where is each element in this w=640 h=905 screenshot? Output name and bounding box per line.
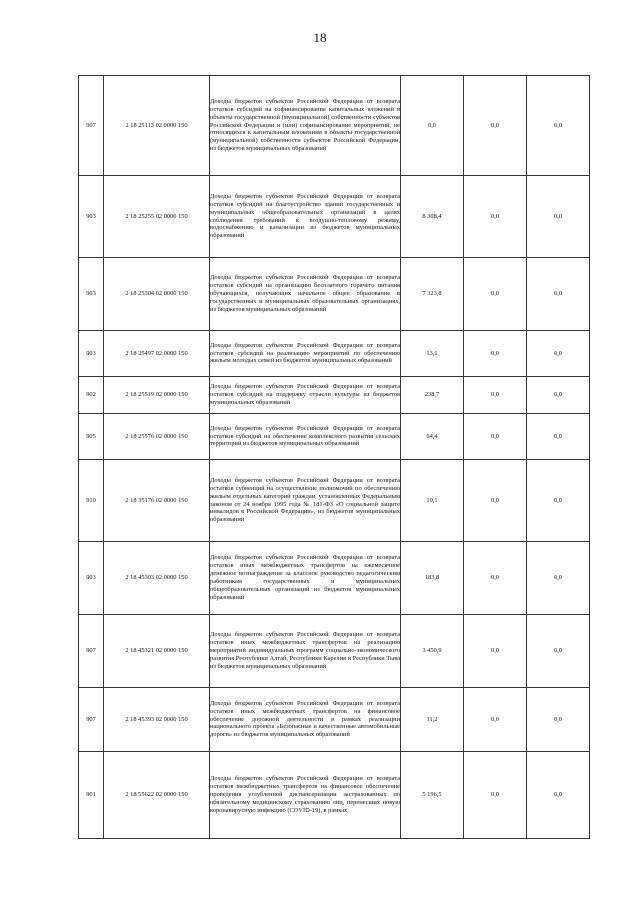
amount-year3-cell: 0,0	[527, 752, 590, 839]
amount-year1-cell: 0,0	[401, 76, 464, 176]
table-row	[79, 752, 590, 839]
admin-code-cell: 905	[79, 414, 104, 460]
revenue-description-cell: Доходы бюджетов субъектов Российской Федерации от возврата остатков субсидий на обеспечение комплексного развития сельских территорий из бюджетов муниципальных образований	[210, 414, 401, 460]
amount-year2-cell: 0,0	[464, 542, 527, 615]
table-row	[79, 258, 590, 331]
amount-year2-cell: 0,0	[464, 752, 527, 839]
amount-year1-cell: 5 196,5	[401, 752, 464, 839]
amount-year1-cell: 13,1	[401, 331, 464, 377]
table-row	[79, 414, 590, 460]
admin-code-cell: 903	[79, 258, 104, 331]
table-row	[79, 460, 590, 542]
amount-year2-cell: 0,0	[464, 258, 527, 331]
amount-year3-cell: 0,0	[527, 258, 590, 331]
budget-classification-code-cell: 2 18 55622 02 0000 150	[104, 752, 210, 839]
admin-code-cell: 903	[79, 542, 104, 615]
amount-year2-cell: 0,0	[464, 615, 527, 688]
revenue-description-cell: Доходы бюджетов субъектов Российской Федерации от возврата остатков иных межбюджетных трансфертов на финансовое обеспечение дорожной деятельности в рамках реализации национального проекта «Безопасные и качественные автомобильные дороги» из бюджетов муниципальных образований	[210, 688, 401, 752]
amount-year3-cell: 0,0	[527, 414, 590, 460]
budget-classification-code-cell: 2 18 25255 02 0000 150	[104, 176, 210, 258]
table-row	[79, 688, 590, 752]
budget-classification-code-cell: 2 18 25113 02 0000 150	[104, 76, 210, 176]
budget-classification-code-cell: 2 18 45393 02 0000 150	[104, 688, 210, 752]
amount-year3-cell: 0,0	[527, 76, 590, 176]
amount-year3-cell: 0,0	[527, 615, 590, 688]
table-row	[79, 76, 590, 176]
admin-code-cell: 903	[79, 331, 104, 377]
amount-year1-cell: 19,1	[401, 460, 464, 542]
amount-year1-cell: 64,4	[401, 414, 464, 460]
table-row	[79, 331, 590, 377]
budget-classification-code-cell: 2 18 25497 02 0000 150	[104, 331, 210, 377]
page-number: 18	[313, 30, 327, 45]
amount-year1-cell: 183,8	[401, 542, 464, 615]
revenue-description-cell: Доходы бюджетов субъектов Российской Федерации от возврата остатков субсидий на благоустройство зданий государственных и муниципальных общеобразовательных организаций в целях соблюдения требований к воздушно-тепловому режиму, водоснабжению и канализации из бюджетов муниципальных образований	[210, 176, 401, 258]
amount-year2-cell: 0,0	[464, 331, 527, 377]
admin-code-cell: 903	[79, 176, 104, 258]
amount-year3-cell: 0,0	[527, 377, 590, 414]
amount-year2-cell: 0,0	[464, 460, 527, 542]
revenue-description-cell: Доходы бюджетов субъектов Российской Федерации от возврата остатков иных межбюджетных трансфертов на ежемесячное денежное вознаграждение за классное руководство педагогическим работникам государственных и муниципальных общеобразовательных организаций из бюджетов муниципальных образований	[210, 542, 401, 615]
admin-code-cell: 902	[79, 377, 104, 414]
revenue-description-cell: Доходы бюджетов субъектов Российской Федерации от возврата остатков субсидий на софинансирование капитальных вложений в объекты государственной (муниципальной) собственности субъектов Российской Федерации и (или) софинансирование мероприятий, не относящихся к капитальным вложениям в объекты государственной (муниципальной) собственности субъектов Российской Федерации, из бюджетов муниципальных образований	[210, 76, 401, 176]
admin-code-cell: 901	[79, 752, 104, 839]
admin-code-cell: 910	[79, 460, 104, 542]
revenue-description-cell: Доходы бюджетов субъектов Российской Федерации от возврата остатков межбюджетных трансфертов на финансовое обеспечение проведения углубленной диспансеризации застрахованных по обязательному медицинскому страхованию лиц, перенесших новую коронавирусную инфекцию (COVID-19), в рамках	[210, 752, 401, 839]
amount-year1-cell: 238,7	[401, 377, 464, 414]
amount-year1-cell: 11,2	[401, 688, 464, 752]
amount-year2-cell: 0,0	[464, 76, 527, 176]
admin-code-cell: 907	[79, 76, 104, 176]
amount-year3-cell: 0,0	[527, 331, 590, 377]
amount-year1-cell: 3 450,9	[401, 615, 464, 688]
revenue-description-cell: Доходы бюджетов субъектов Российской Федерации от возврата остатков субвенций на осуществление полномочий по обеспечению жильем отдельных категорий граждан, установленных Федеральным законом от 24 ноября 1995 года № 181-ФЗ «О социальной защите инвалидов в Российской Федерации», из бюджетов муниципальных образований	[210, 460, 401, 542]
revenue-description-cell: Доходы бюджетов субъектов Российской Федерации от возврата остатков иных межбюджетных трансфертов на реализацию мероприятий индивидуальных программ социально-экономического развития Республики Алтай, Республики Карелия и Республики Тыва из бюджетов муниципальных образований	[210, 615, 401, 688]
amount-year3-cell: 0,0	[527, 542, 590, 615]
table-row	[79, 176, 590, 258]
admin-code-cell: 907	[79, 688, 104, 752]
amount-year3-cell: 0,0	[527, 460, 590, 542]
revenue-description-cell: Доходы бюджетов субъектов Российской Федерации от возврата остатков субсидий на поддержку отрасли культуры из бюджетов муниципальных образований	[210, 377, 401, 414]
budget-classification-code-cell: 2 18 45321 02 0000 150	[104, 615, 210, 688]
budget-classification-code-cell: 2 18 25576 02 0000 150	[104, 414, 210, 460]
budget-classification-code-cell: 2 18 45303 02 0000 150	[104, 542, 210, 615]
revenue-description-cell: Доходы бюджетов субъектов Российской Федерации от возврата остатков субсидий на реализацию мероприятий по обеспечению жильем молодых семей из бюджетов муниципальных образований	[210, 331, 401, 377]
amount-year2-cell: 0,0	[464, 377, 527, 414]
table-row	[79, 542, 590, 615]
amount-year2-cell: 0,0	[464, 414, 527, 460]
amount-year3-cell: 0,0	[527, 176, 590, 258]
amount-year1-cell: 7 323,8	[401, 258, 464, 331]
admin-code-cell: 907	[79, 615, 104, 688]
amount-year1-cell: 8 308,4	[401, 176, 464, 258]
amount-year3-cell: 0,0	[527, 688, 590, 752]
amount-year2-cell: 0,0	[464, 688, 527, 752]
budget-classification-code-cell: 2 18 25519 02 0000 150	[104, 377, 210, 414]
table-row	[79, 615, 590, 688]
revenue-table	[78, 75, 590, 839]
amount-year2-cell: 0,0	[464, 176, 527, 258]
budget-classification-code-cell: 2 18 35176 02 0000 150	[104, 460, 210, 542]
revenue-description-cell: Доходы бюджетов субъектов Российской Федерации от возврата остатков субсидий на организацию бесплатного горячего питания обучающихся, получающих начальное общее образование в государственных и муниципальных образовательных организациях, из бюджетов муниципальных образований	[210, 258, 401, 331]
budget-classification-code-cell: 2 18 25304 02 0000 150	[104, 258, 210, 331]
table-row	[79, 377, 590, 414]
